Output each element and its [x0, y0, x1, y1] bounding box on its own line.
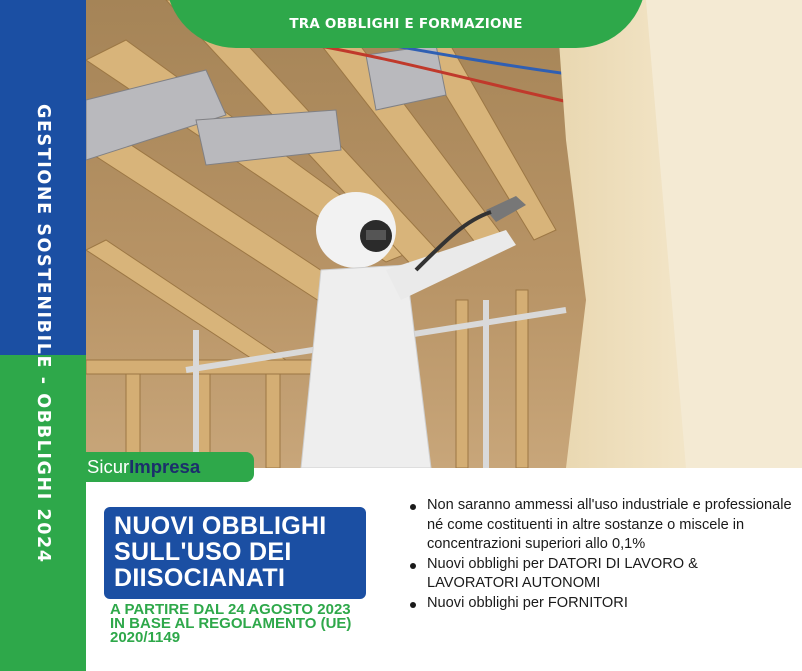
logo-part-sicur: Sicur — [87, 456, 130, 477]
logo-part-impresa: Impresa — [129, 456, 201, 477]
title-line: SULL'USO DEI — [114, 538, 292, 566]
header-pill — [166, 0, 646, 48]
title-line: DIISOCIANATI — [114, 564, 286, 592]
side-vertical-text: GESTIONE SOSTENIBILE - OBBLIGHI 2024 — [33, 104, 53, 564]
bullet-item — [408, 555, 793, 594]
bullet-dot-icon — [410, 504, 416, 510]
side-band — [0, 0, 86, 671]
bullet-text: Nuovi obblighi per DATORI DI LAVORO & LAVORATORI AUTONOMI — [427, 555, 698, 591]
bullet-item — [408, 594, 793, 614]
bullet-text: Nuovi obblighi per FORNITORI — [427, 594, 628, 611]
spray-foam-insulation-photo — [86, 0, 802, 468]
sicurimpresa-logo[interactable] — [68, 452, 254, 482]
subtitle-line: A PARTIRE DAL 24 AGOSTO 2023 — [110, 601, 351, 618]
bullet-text: Non saranno ammessi all'uso industriale e professionale né come costituenti in altre sostanze o miscele in concentrazioni superiori allo 0,1% — [427, 497, 792, 552]
bullet-item — [408, 496, 793, 555]
bullet-dot-icon — [410, 602, 416, 608]
subtitle — [110, 603, 390, 645]
subtitle-line: IN BASE AL REGOLAMENTO (UE) — [110, 615, 352, 632]
subtitle-line: 2020/1149 — [110, 629, 181, 646]
bullet-list — [408, 496, 793, 613]
title-line: NUOVI OBBLIGHI — [114, 512, 327, 540]
title-box — [104, 507, 366, 599]
bullet-dot-icon — [410, 563, 416, 569]
header-pill-text: TRA OBBLIGHI E FORMAZIONE — [289, 16, 523, 32]
